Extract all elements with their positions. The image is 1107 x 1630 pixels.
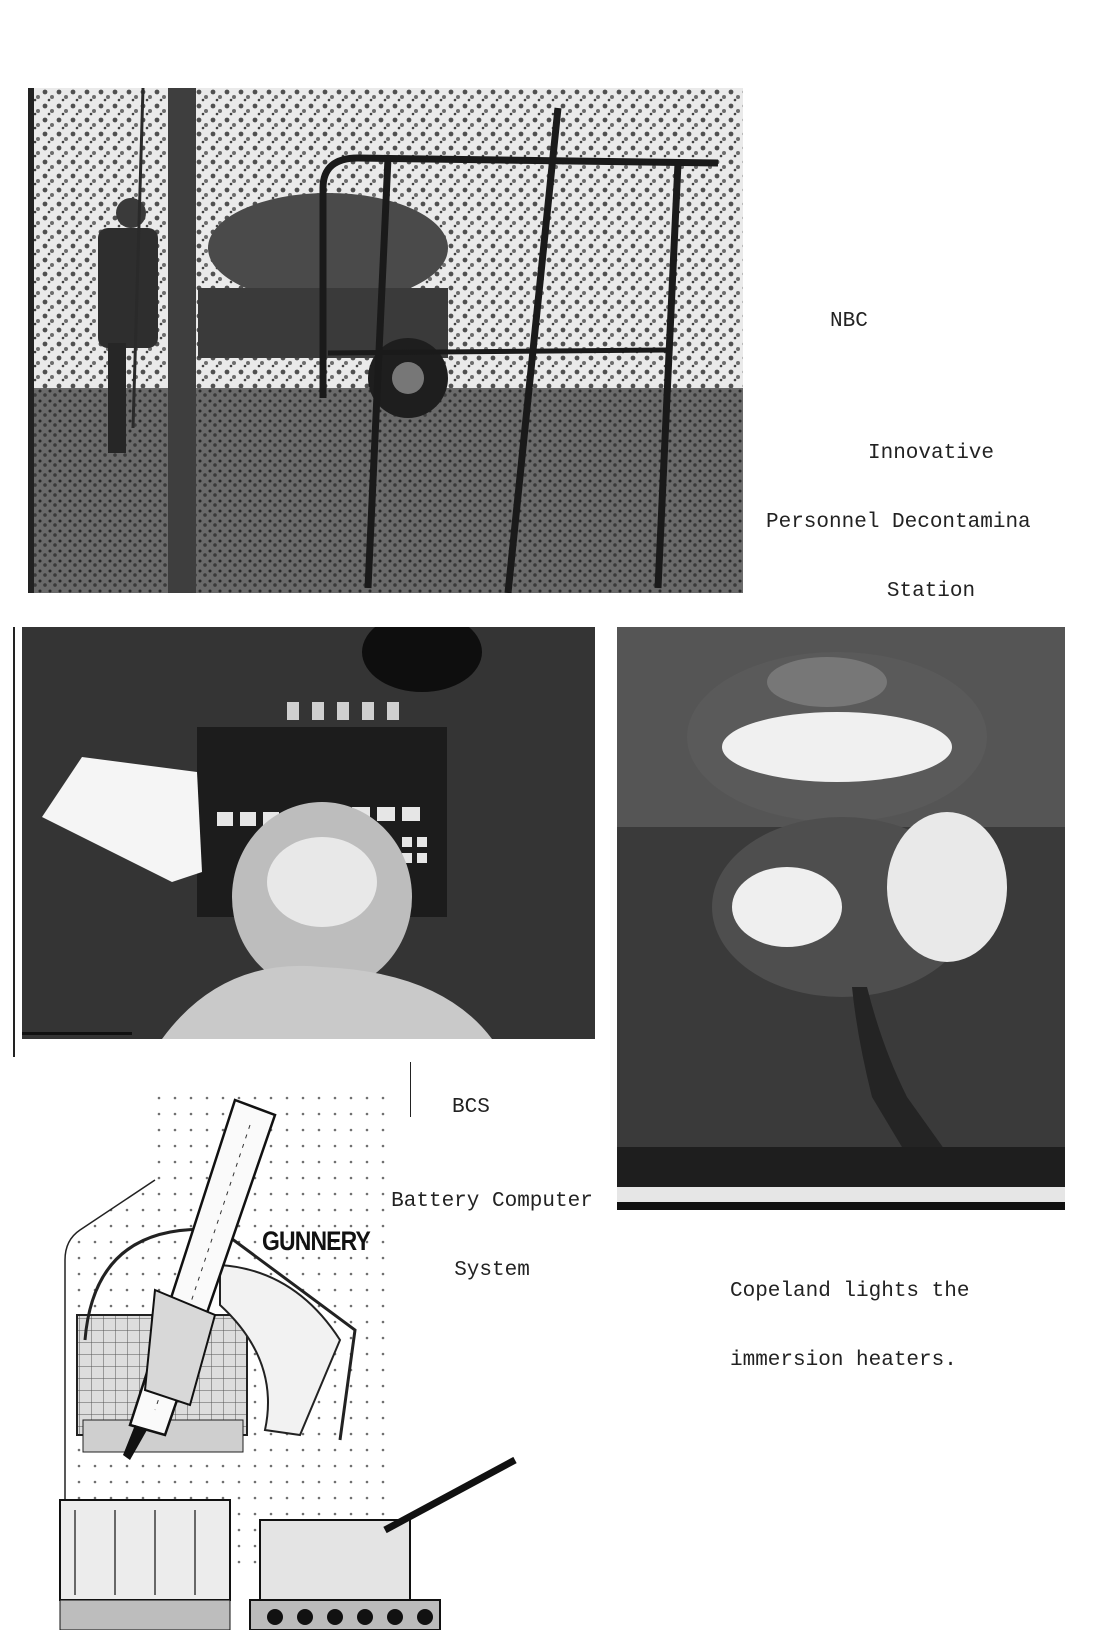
mushroom-caption-line-1: Copeland lights the [730, 1280, 970, 1303]
left-border-line [13, 627, 15, 1057]
nbc-caption-line-2: Personnel Decontamina [766, 511, 1031, 534]
mushroom-caption [730, 1234, 969, 1395]
nbc-heading: NBC [830, 310, 868, 333]
mushroom-cloud-photo [617, 627, 1065, 1210]
nbc-caption-line-3: Station [886, 580, 976, 603]
nbc-caption-line-1: Innovative [867, 442, 995, 465]
bcs-heading: BCS [452, 1096, 490, 1119]
battery-computer-photo [22, 627, 595, 1039]
gunnery-artillery-illustration [55, 1090, 520, 1630]
decontamination-station-photo [28, 88, 743, 593]
mushroom-caption-line-2: immersion heaters. [730, 1349, 957, 1372]
gunnery-label: GUNNERY [262, 1226, 370, 1256]
bcs-caption-line-2: System [454, 1259, 530, 1282]
nbc-caption [766, 396, 1096, 626]
bcs-caption-line-1: Battery Computer [391, 1190, 593, 1213]
